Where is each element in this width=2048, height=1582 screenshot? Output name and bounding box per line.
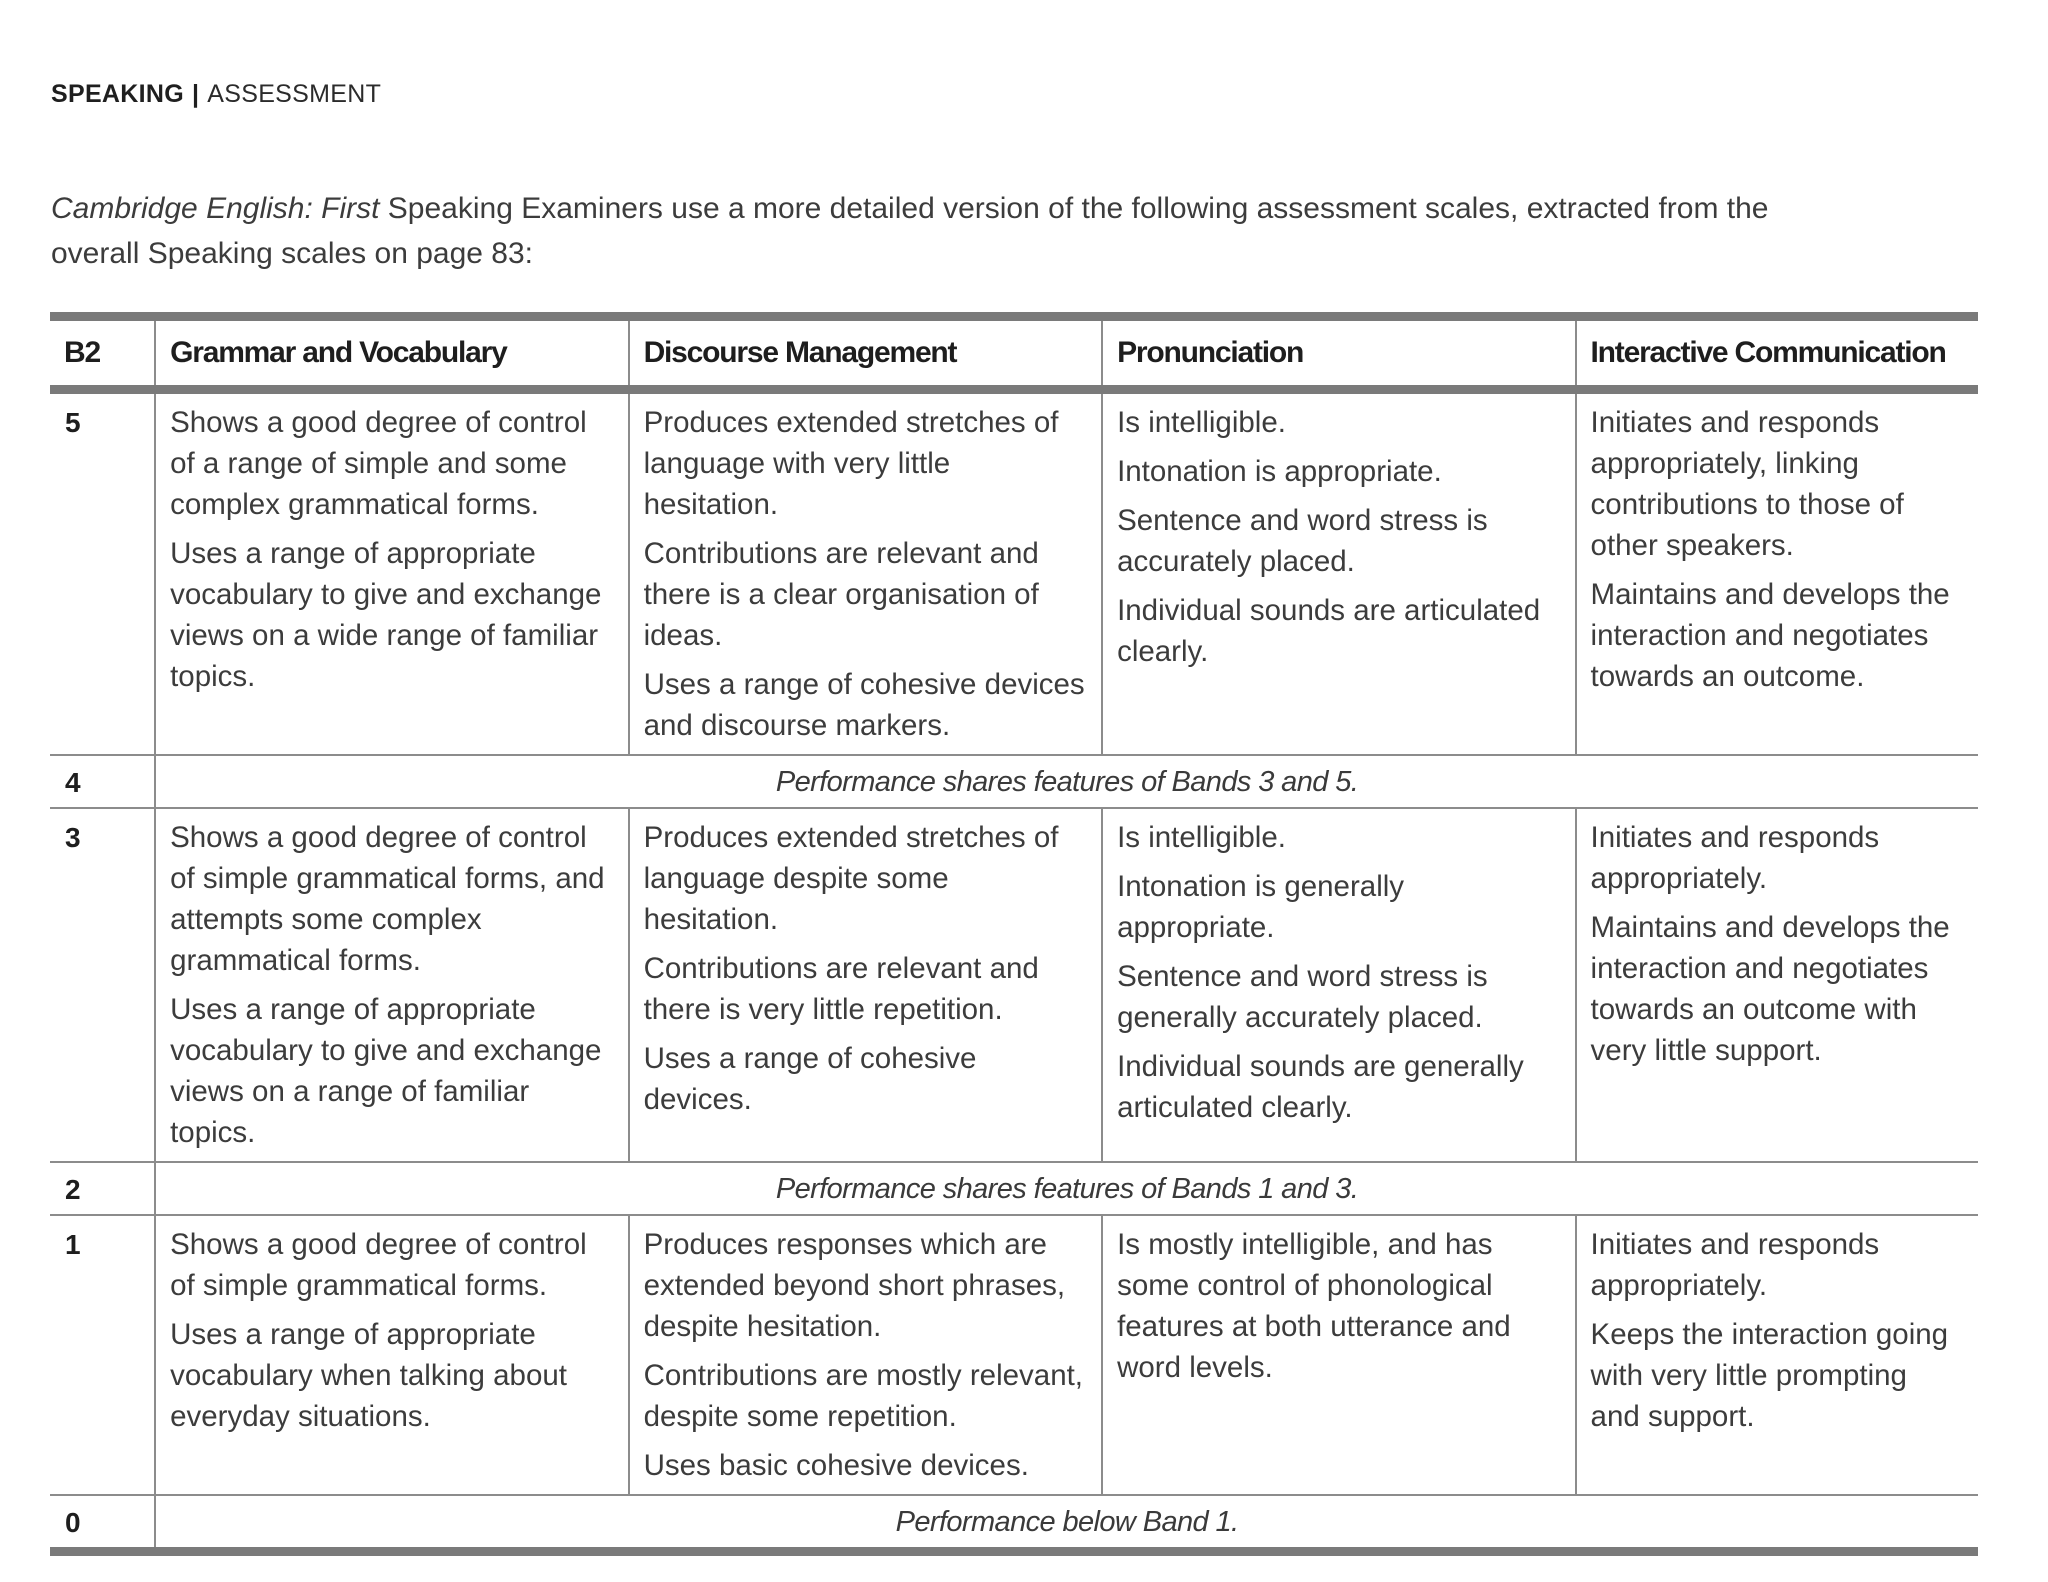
descriptor: Is intelligible. xyxy=(1117,406,1286,439)
descriptor: Maintains and develops the interaction and negotiates towards an outcome. xyxy=(1590,578,1950,693)
band-number: 2 xyxy=(50,1162,155,1215)
cell-pronunciation xyxy=(1102,808,1575,1162)
header-pronunciation: Pronunciation xyxy=(1102,317,1575,390)
band-summary: Performance shares features of Bands 3 and 5. xyxy=(155,755,1978,808)
subsection-label: ASSESSMENT xyxy=(207,80,382,108)
descriptor: Intonation is appropriate. xyxy=(1117,455,1442,488)
descriptor: Is mostly intelligible, and has some control of phonological features at both utterance and word levels. xyxy=(1117,1228,1511,1384)
descriptor: Uses a range of appropriate vocabulary to give and exchange views on a wide range of familiar topics. xyxy=(170,537,602,693)
table-row-band-1 xyxy=(50,1215,1978,1495)
assessment-scales-table xyxy=(50,312,1978,1556)
band-number: 1 xyxy=(50,1215,155,1495)
cell-discourse xyxy=(629,1215,1102,1495)
descriptor: Is intelligible. xyxy=(1117,821,1286,854)
descriptor: Initiates and responds appropriately. xyxy=(1590,821,1880,895)
band-number: 0 xyxy=(50,1495,155,1552)
band-number: 3 xyxy=(50,808,155,1162)
descriptor: Keeps the interaction going with very little prompting and support. xyxy=(1590,1318,1949,1433)
exam-name: Cambridge English: First xyxy=(51,192,380,225)
band-number: 4 xyxy=(50,755,155,808)
descriptor: Initiates and responds appropriately, linking contributions to those of other speakers. xyxy=(1590,406,1904,562)
descriptor: Contributions are mostly relevant, despite some repetition. xyxy=(643,1359,1083,1433)
band-number: 5 xyxy=(65,407,81,438)
descriptor: Sentence and word stress is accurately placed. xyxy=(1117,504,1488,578)
cell-interactive xyxy=(1576,1215,1978,1495)
descriptor: Individual sounds are articulated clearly. xyxy=(1117,594,1541,668)
cell-pronunciation xyxy=(1102,390,1575,756)
descriptor: Contributions are relevant and there is very little repetition. xyxy=(643,952,1039,1026)
descriptor: Uses basic cohesive devices. xyxy=(643,1449,1029,1482)
descriptor: Uses a range of cohesive devices. xyxy=(643,1042,977,1116)
descriptor: Uses a range of cohesive devices and discourse markers. xyxy=(643,668,1085,742)
table-row-band-3 xyxy=(50,808,1978,1162)
descriptor: Individual sounds are generally articulated clearly. xyxy=(1117,1050,1524,1124)
descriptor: Contributions are relevant and there is a clear organisation of ideas. xyxy=(643,537,1039,652)
table-row-band-5 xyxy=(50,390,1978,756)
descriptor: Shows a good degree of control of simple grammatical forms, and attempts some complex grammatical forms. xyxy=(170,821,605,977)
descriptor: Intonation is generally appropriate. xyxy=(1117,870,1405,944)
header-grammar-vocabulary: Grammar and Vocabulary xyxy=(155,317,628,390)
table-row-band-2 xyxy=(50,1162,1978,1215)
descriptor: Produces extended stretches of language with very little hesitation. xyxy=(643,406,1059,521)
cell-grammar xyxy=(155,390,628,756)
descriptor: Sentence and word stress is generally accurately placed. xyxy=(1117,960,1488,1034)
cell-discourse xyxy=(629,808,1102,1162)
cell-grammar xyxy=(155,1215,628,1495)
descriptor: Uses a range of appropriate vocabulary to give and exchange views on a range of familiar topics. xyxy=(170,993,602,1149)
descriptor: Maintains and develops the interaction and negotiates towards an outcome with very little support. xyxy=(1590,911,1950,1067)
header-separator: | xyxy=(191,80,200,108)
descriptor: Shows a good degree of control of simple grammatical forms. xyxy=(170,1228,587,1302)
table-row-band-0 xyxy=(50,1495,1978,1552)
page-header xyxy=(51,80,381,109)
descriptor: Initiates and responds appropriately. xyxy=(1590,1228,1880,1302)
cell-pronunciation xyxy=(1102,1215,1575,1495)
cell-interactive xyxy=(1576,808,1978,1162)
intro-paragraph xyxy=(51,186,1851,276)
descriptor: Produces extended stretches of language despite some hesitation. xyxy=(643,821,1059,936)
header-discourse-management: Discourse Management xyxy=(629,317,1102,390)
header-level: B2 xyxy=(50,317,155,390)
descriptor: Produces responses which are extended beyond short phrases, despite hesitation. xyxy=(643,1228,1066,1343)
intro-text: Speaking Examiners use a more detailed version of the following assessment scales, extracted from the overall Speaking scales on page 83: xyxy=(51,192,1769,270)
descriptor: Uses a range of appropriate vocabulary when talking about everyday situations. xyxy=(170,1318,567,1433)
band-summary: Performance shares features of Bands 1 and 3. xyxy=(155,1162,1978,1215)
cell-grammar xyxy=(155,808,628,1162)
table-header-row xyxy=(50,317,1978,390)
table-row-band-4 xyxy=(50,755,1978,808)
cell-interactive xyxy=(1576,390,1978,756)
descriptor: Shows a good degree of control of a range of simple and some complex grammatical forms. xyxy=(170,406,587,521)
band-summary: Performance below Band 1. xyxy=(155,1495,1978,1552)
section-label: SPEAKING xyxy=(51,80,184,108)
header-interactive-communication: Interactive Communication xyxy=(1576,317,1978,390)
cell-discourse xyxy=(629,390,1102,756)
